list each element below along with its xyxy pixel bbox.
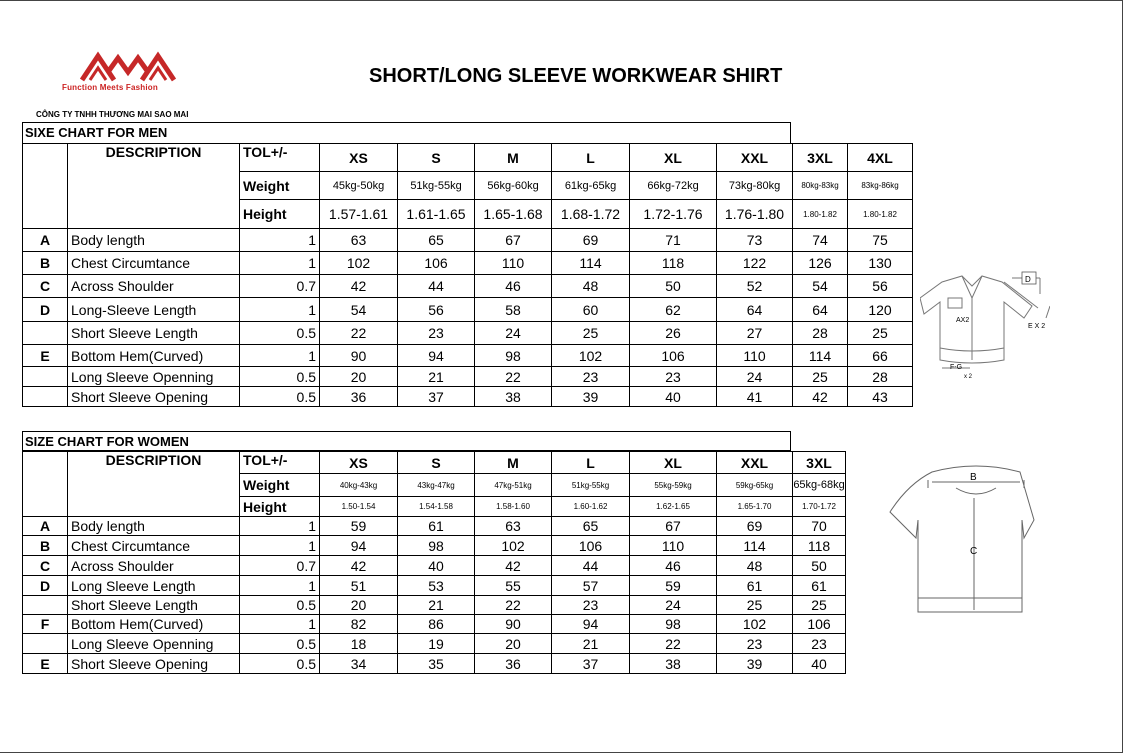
women-description-header: DESCRIPTION bbox=[68, 452, 240, 517]
men-row-tolerance: 1 bbox=[240, 345, 320, 367]
men-row-value: 66 bbox=[848, 345, 913, 367]
women-row-value: 23 bbox=[793, 634, 846, 654]
men-row-value: 22 bbox=[475, 367, 552, 387]
women-row-description: Across Shoulder bbox=[68, 556, 240, 576]
women-row-value: 22 bbox=[630, 634, 717, 654]
women-row-value: 19 bbox=[398, 634, 475, 654]
men-row-value: 64 bbox=[717, 298, 793, 322]
men-row-value: 44 bbox=[398, 275, 475, 298]
men-row-value: 50 bbox=[630, 275, 717, 298]
women-weight-cell: 43kg-47kg bbox=[398, 474, 475, 497]
women-row-value: 46 bbox=[630, 556, 717, 576]
women-row-value: 69 bbox=[717, 517, 793, 536]
men-row-value: 65 bbox=[398, 229, 475, 252]
women-weight-cell: 59kg-65kg bbox=[717, 474, 793, 497]
women-row-tolerance: 1 bbox=[240, 576, 320, 596]
men-row-tolerance: 1 bbox=[240, 229, 320, 252]
men-row-value: 98 bbox=[475, 345, 552, 367]
men-table-row bbox=[23, 367, 913, 387]
women-row-value: 25 bbox=[793, 596, 846, 615]
women-row-value: 44 bbox=[552, 556, 630, 576]
men-row-value: 64 bbox=[793, 298, 848, 322]
women-size-header: S bbox=[398, 452, 475, 474]
men-row-code bbox=[23, 387, 68, 407]
women-row-value: 70 bbox=[793, 517, 846, 536]
men-row-value: 102 bbox=[552, 345, 630, 367]
women-weight-label: Weight bbox=[240, 474, 320, 497]
men-size-header: L bbox=[552, 144, 630, 172]
men-weight-cell: 56kg-60kg bbox=[475, 172, 552, 200]
men-height-cell: 1.68-1.72 bbox=[552, 200, 630, 229]
men-row-value: 36 bbox=[320, 387, 398, 407]
women-row-value: 22 bbox=[475, 596, 552, 615]
men-row-code: D bbox=[23, 298, 68, 322]
women-row-description: Long Sleeve Openning bbox=[68, 634, 240, 654]
women-row-value: 118 bbox=[793, 536, 846, 556]
men-row-value: 75 bbox=[848, 229, 913, 252]
men-height-cell: 1.72-1.76 bbox=[630, 200, 717, 229]
men-row-code bbox=[23, 367, 68, 387]
women-row-value: 40 bbox=[398, 556, 475, 576]
women-row-value: 94 bbox=[552, 615, 630, 634]
women-row-value: 106 bbox=[793, 615, 846, 634]
men-row-value: 28 bbox=[848, 367, 913, 387]
women-row-description: Short Sleeve Opening bbox=[68, 654, 240, 674]
men-size-header: S bbox=[398, 144, 475, 172]
men-description-header: DESCRIPTION bbox=[68, 144, 240, 229]
women-row-value: 86 bbox=[398, 615, 475, 634]
women-height-cell: 1.58-1.60 bbox=[475, 497, 552, 517]
men-row-value: 114 bbox=[552, 252, 630, 275]
women-row-value: 106 bbox=[552, 536, 630, 556]
women-row-code: C bbox=[23, 556, 68, 576]
men-height-cell: 1.61-1.65 bbox=[398, 200, 475, 229]
men-row-value: 118 bbox=[630, 252, 717, 275]
men-row-value: 71 bbox=[630, 229, 717, 252]
women-row-value: 25 bbox=[717, 596, 793, 615]
men-row-value: 23 bbox=[398, 322, 475, 345]
women-code-header-cell bbox=[23, 452, 68, 517]
men-row-tolerance: 1 bbox=[240, 298, 320, 322]
women-row-value: 102 bbox=[717, 615, 793, 634]
women-row-code: E bbox=[23, 654, 68, 674]
women-row-description: Short Sleeve Length bbox=[68, 596, 240, 615]
women-table-row bbox=[23, 576, 846, 596]
diagram-label-ax2: AX2 bbox=[956, 317, 970, 324]
men-row-value: 90 bbox=[320, 345, 398, 367]
women-table-row bbox=[23, 654, 846, 674]
women-row-value: 55 bbox=[475, 576, 552, 596]
men-row-value: 46 bbox=[475, 275, 552, 298]
women-row-value: 51 bbox=[320, 576, 398, 596]
women-row-tolerance: 1 bbox=[240, 517, 320, 536]
women-row-description: Long Sleeve Length bbox=[68, 576, 240, 596]
men-row-description: Short Sleeve Length bbox=[68, 322, 240, 345]
men-row-code: A bbox=[23, 229, 68, 252]
men-size-table bbox=[22, 143, 913, 407]
women-size-header: 3XL bbox=[793, 452, 846, 474]
women-row-value: 20 bbox=[475, 634, 552, 654]
men-row-value: 122 bbox=[717, 252, 793, 275]
men-row-value: 56 bbox=[398, 298, 475, 322]
men-table-row bbox=[23, 322, 913, 345]
men-row-value: 27 bbox=[717, 322, 793, 345]
women-row-tolerance: 0.7 bbox=[240, 556, 320, 576]
women-weight-cell: 40kg-43kg bbox=[320, 474, 398, 497]
women-row-value: 42 bbox=[475, 556, 552, 576]
women-height-label: Height bbox=[240, 497, 320, 517]
women-row-value: 57 bbox=[552, 576, 630, 596]
men-row-value: 110 bbox=[475, 252, 552, 275]
men-row-value: 102 bbox=[320, 252, 398, 275]
men-row-value: 23 bbox=[630, 367, 717, 387]
women-size-header: XL bbox=[630, 452, 717, 474]
women-row-value: 50 bbox=[793, 556, 846, 576]
men-row-value: 23 bbox=[552, 367, 630, 387]
men-row-value: 42 bbox=[320, 275, 398, 298]
men-row-value: 25 bbox=[793, 367, 848, 387]
logo-mark-icon bbox=[78, 50, 178, 82]
men-row-value: 38 bbox=[475, 387, 552, 407]
men-row-value: 41 bbox=[717, 387, 793, 407]
men-row-description: Body length bbox=[68, 229, 240, 252]
women-table-row bbox=[23, 634, 846, 654]
men-row-description: Long-Sleeve Length bbox=[68, 298, 240, 322]
men-row-value: 60 bbox=[552, 298, 630, 322]
women-size-header: L bbox=[552, 452, 630, 474]
women-size-table bbox=[22, 451, 846, 674]
men-size-header: XL bbox=[630, 144, 717, 172]
men-table-row bbox=[23, 275, 913, 298]
men-row-value: 24 bbox=[717, 367, 793, 387]
women-row-value: 34 bbox=[320, 654, 398, 674]
men-row-value: 42 bbox=[793, 387, 848, 407]
men-table-row bbox=[23, 387, 913, 407]
women-row-value: 38 bbox=[630, 654, 717, 674]
women-row-tolerance: 0.5 bbox=[240, 654, 320, 674]
men-row-description: Across Shoulder bbox=[68, 275, 240, 298]
diagram-label-fg: F-G bbox=[950, 364, 963, 371]
men-row-description: Bottom Hem(Curved) bbox=[68, 345, 240, 367]
women-shirt-diagram bbox=[888, 460, 1038, 625]
women-tol-header: TOL+/- bbox=[240, 452, 320, 474]
men-row-value: 126 bbox=[793, 252, 848, 275]
women-row-code bbox=[23, 596, 68, 615]
women-row-value: 59 bbox=[320, 517, 398, 536]
men-weight-cell: 45kg-50kg bbox=[320, 172, 398, 200]
men-row-value: 130 bbox=[848, 252, 913, 275]
women-row-value: 82 bbox=[320, 615, 398, 634]
women-row-value: 61 bbox=[717, 576, 793, 596]
women-row-value: 18 bbox=[320, 634, 398, 654]
men-table-row bbox=[23, 298, 913, 322]
men-weight-cell: 51kg-55kg bbox=[398, 172, 475, 200]
women-row-value: 61 bbox=[793, 576, 846, 596]
men-row-value: 25 bbox=[552, 322, 630, 345]
men-height-cell: 1.65-1.68 bbox=[475, 200, 552, 229]
company-logo bbox=[62, 50, 200, 95]
men-header-row bbox=[23, 144, 913, 172]
women-header-row bbox=[23, 452, 846, 474]
women-row-code: F bbox=[23, 615, 68, 634]
men-row-tolerance: 0.5 bbox=[240, 367, 320, 387]
women-row-value: 98 bbox=[630, 615, 717, 634]
women-row-value: 24 bbox=[630, 596, 717, 615]
men-row-value: 21 bbox=[398, 367, 475, 387]
page-title: SHORT/LONG SLEEVE WORKWEAR SHIRT bbox=[369, 65, 783, 87]
women-row-value: 48 bbox=[717, 556, 793, 576]
men-row-value: 63 bbox=[320, 229, 398, 252]
men-row-value: 22 bbox=[320, 322, 398, 345]
women-row-code: B bbox=[23, 536, 68, 556]
men-height-label: Height bbox=[240, 200, 320, 229]
men-weight-cell: 61kg-65kg bbox=[552, 172, 630, 200]
women-row-value: 23 bbox=[552, 596, 630, 615]
men-row-description: Short Sleeve Opening bbox=[68, 387, 240, 407]
men-height-cell: 1.80-1.82 bbox=[793, 200, 848, 229]
men-row-value: 74 bbox=[793, 229, 848, 252]
women-row-value: 59 bbox=[630, 576, 717, 596]
men-size-header: M bbox=[475, 144, 552, 172]
women-size-header: XXL bbox=[717, 452, 793, 474]
men-row-code: B bbox=[23, 252, 68, 275]
men-row-code: E bbox=[23, 345, 68, 367]
men-row-value: 28 bbox=[793, 322, 848, 345]
men-row-value: 106 bbox=[398, 252, 475, 275]
logo-tagline: Function Meets Fashion bbox=[62, 83, 158, 92]
women-row-value: 53 bbox=[398, 576, 475, 596]
men-row-value: 52 bbox=[717, 275, 793, 298]
women-size-header: M bbox=[475, 452, 552, 474]
women-weight-cell: 47kg-51kg bbox=[475, 474, 552, 497]
women-row-value: 23 bbox=[717, 634, 793, 654]
women-row-code: D bbox=[23, 576, 68, 596]
women-row-value: 114 bbox=[717, 536, 793, 556]
women-weight-cell: 51kg-55kg bbox=[552, 474, 630, 497]
men-row-tolerance: 0.5 bbox=[240, 387, 320, 407]
men-size-header: XXL bbox=[717, 144, 793, 172]
men-weight-cell: 73kg-80kg bbox=[717, 172, 793, 200]
women-row-value: 61 bbox=[398, 517, 475, 536]
diagram-label-d: D bbox=[1025, 275, 1031, 284]
women-height-cell: 1.54-1.58 bbox=[398, 497, 475, 517]
women-table-row bbox=[23, 596, 846, 615]
women-weight-cell: 55kg-59kg bbox=[630, 474, 717, 497]
women-row-value: 20 bbox=[320, 596, 398, 615]
men-height-cell: 1.80-1.82 bbox=[848, 200, 913, 229]
men-row-value: 106 bbox=[630, 345, 717, 367]
women-row-value: 110 bbox=[630, 536, 717, 556]
women-row-value: 90 bbox=[475, 615, 552, 634]
men-shirt-diagram bbox=[920, 268, 1050, 383]
men-row-value: 120 bbox=[848, 298, 913, 322]
women-height-cell: 1.60-1.62 bbox=[552, 497, 630, 517]
men-height-cell: 1.57-1.61 bbox=[320, 200, 398, 229]
women-row-value: 21 bbox=[552, 634, 630, 654]
women-row-description: Bottom Hem(Curved) bbox=[68, 615, 240, 634]
women-row-value: 21 bbox=[398, 596, 475, 615]
diagram-label-b: B bbox=[970, 472, 977, 483]
men-tol-header: TOL+/- bbox=[240, 144, 320, 172]
women-row-value: 37 bbox=[552, 654, 630, 674]
women-row-description: Chest Circumtance bbox=[68, 536, 240, 556]
women-row-value: 39 bbox=[717, 654, 793, 674]
diagram-label-x2: x 2 bbox=[964, 374, 973, 380]
company-name: CÔNG TY TNHH THƯƠNG MAI SAO MAI bbox=[36, 110, 189, 119]
men-height-cell: 1.76-1.80 bbox=[717, 200, 793, 229]
men-row-value: 114 bbox=[793, 345, 848, 367]
men-row-value: 37 bbox=[398, 387, 475, 407]
men-row-value: 39 bbox=[552, 387, 630, 407]
men-section-title: SIXE CHART FOR MEN bbox=[22, 122, 791, 144]
men-size-header: 3XL bbox=[793, 144, 848, 172]
women-table-row bbox=[23, 536, 846, 556]
men-row-description: Long Sleeve Openning bbox=[68, 367, 240, 387]
women-row-value: 102 bbox=[475, 536, 552, 556]
women-table-row bbox=[23, 615, 846, 634]
men-row-value: 54 bbox=[320, 298, 398, 322]
women-row-tolerance: 1 bbox=[240, 615, 320, 634]
men-row-value: 20 bbox=[320, 367, 398, 387]
men-row-code bbox=[23, 322, 68, 345]
men-row-value: 43 bbox=[848, 387, 913, 407]
men-row-tolerance: 0.5 bbox=[240, 322, 320, 345]
women-row-value: 98 bbox=[398, 536, 475, 556]
diagram-label-c: C bbox=[970, 546, 978, 557]
men-table-row bbox=[23, 345, 913, 367]
men-weight-label: Weight bbox=[240, 172, 320, 200]
men-row-value: 54 bbox=[793, 275, 848, 298]
diagram-label-ex2: E X 2 bbox=[1028, 323, 1046, 330]
men-row-tolerance: 1 bbox=[240, 252, 320, 275]
men-row-value: 24 bbox=[475, 322, 552, 345]
women-row-value: 35 bbox=[398, 654, 475, 674]
women-row-code: A bbox=[23, 517, 68, 536]
women-row-value: 40 bbox=[793, 654, 846, 674]
men-row-value: 56 bbox=[848, 275, 913, 298]
women-row-tolerance: 0.5 bbox=[240, 634, 320, 654]
men-row-value: 69 bbox=[552, 229, 630, 252]
women-row-value: 63 bbox=[475, 517, 552, 536]
women-height-cell: 1.62-1.65 bbox=[630, 497, 717, 517]
men-weight-cell: 66kg-72kg bbox=[630, 172, 717, 200]
men-row-value: 26 bbox=[630, 322, 717, 345]
men-row-tolerance: 0.7 bbox=[240, 275, 320, 298]
men-row-value: 67 bbox=[475, 229, 552, 252]
men-row-value: 25 bbox=[848, 322, 913, 345]
men-weight-cell: 80kg-83kg bbox=[793, 172, 848, 200]
men-row-value: 62 bbox=[630, 298, 717, 322]
men-row-description: Chest Circumtance bbox=[68, 252, 240, 275]
men-table-row bbox=[23, 229, 913, 252]
men-size-header: XS bbox=[320, 144, 398, 172]
men-row-code: C bbox=[23, 275, 68, 298]
women-row-value: 42 bbox=[320, 556, 398, 576]
men-row-value: 48 bbox=[552, 275, 630, 298]
women-row-value: 94 bbox=[320, 536, 398, 556]
men-row-value: 110 bbox=[717, 345, 793, 367]
men-row-value: 58 bbox=[475, 298, 552, 322]
women-weight-cell: 65kg-68kg bbox=[793, 474, 846, 497]
women-row-value: 65 bbox=[552, 517, 630, 536]
men-row-value: 73 bbox=[717, 229, 793, 252]
women-size-header: XS bbox=[320, 452, 398, 474]
women-height-cell: 1.65-1.70 bbox=[717, 497, 793, 517]
women-row-tolerance: 0.5 bbox=[240, 596, 320, 615]
men-weight-cell: 83kg-86kg bbox=[848, 172, 913, 200]
men-table-row bbox=[23, 252, 913, 275]
women-height-cell: 1.50-1.54 bbox=[320, 497, 398, 517]
men-size-header: 4XL bbox=[848, 144, 913, 172]
women-table-row bbox=[23, 517, 846, 536]
women-row-value: 36 bbox=[475, 654, 552, 674]
women-row-value: 67 bbox=[630, 517, 717, 536]
women-table-row bbox=[23, 556, 846, 576]
women-row-description: Body length bbox=[68, 517, 240, 536]
women-section-title: SIZE CHART FOR WOMEN bbox=[22, 431, 791, 451]
men-row-value: 94 bbox=[398, 345, 475, 367]
men-code-header-cell bbox=[23, 144, 68, 229]
women-height-cell: 1.70-1.72 bbox=[793, 497, 846, 517]
women-row-tolerance: 1 bbox=[240, 536, 320, 556]
men-row-value: 40 bbox=[630, 387, 717, 407]
women-row-code bbox=[23, 634, 68, 654]
